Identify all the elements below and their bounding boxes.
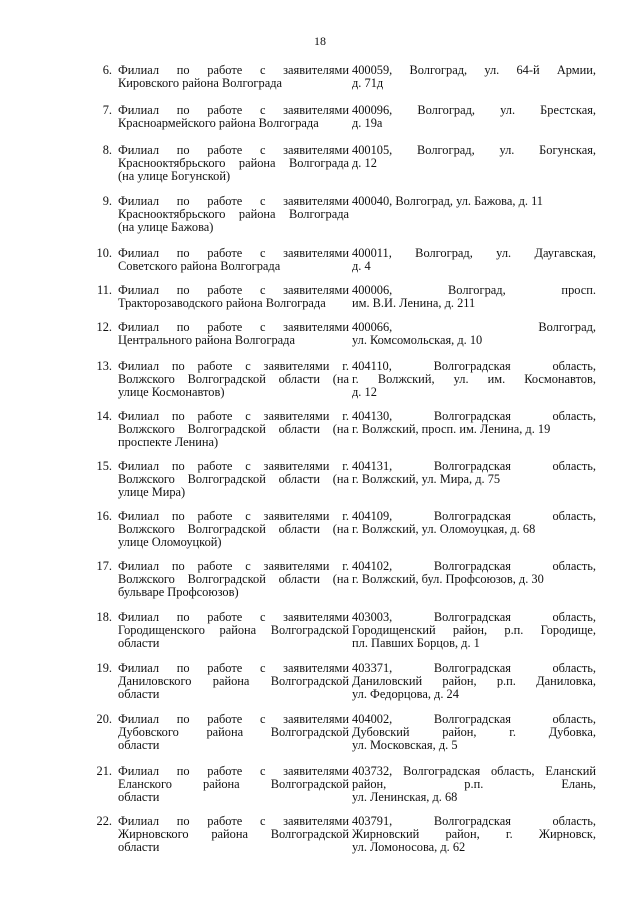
branch-address xyxy=(352,560,596,586)
item-number: 19. xyxy=(96,661,112,675)
branch-name xyxy=(118,662,352,701)
branch-address-line: ул. Московская, д. 5 xyxy=(352,738,458,752)
list-item xyxy=(84,360,596,399)
branch-name xyxy=(118,284,352,310)
branch-name-line: Филиал по работе с заявителями xyxy=(118,320,349,334)
branch-address-line: ул. Федорцова, д. 24 xyxy=(352,687,459,701)
branch-name-line: Еланского района Волгоградской xyxy=(118,777,349,791)
list-item xyxy=(84,611,596,650)
branch-name-line: Филиал по работе с заявителями г. xyxy=(118,359,349,373)
list-item xyxy=(84,560,596,599)
branch-address-line: пл. Павших Борцов, д. 1 xyxy=(352,636,480,650)
branch-address-line: д. 4 xyxy=(352,259,371,273)
branch-name-line: Филиал по работе с заявителями xyxy=(118,764,349,778)
branch-address-line: 404130, Волгоградская область, xyxy=(352,409,596,423)
list-item xyxy=(84,247,596,273)
list-item xyxy=(84,321,596,347)
branch-name xyxy=(118,360,352,399)
item-number: 12. xyxy=(96,320,112,334)
branch-address xyxy=(352,144,596,170)
page-number: 18 xyxy=(314,34,326,48)
branch-address-line: 400040, Волгоград, ул. Бажова, д. 11 xyxy=(352,194,543,208)
branch-address-line: д. 71д xyxy=(352,76,384,90)
branch-name-line: Жирновского района Волгоградской xyxy=(118,827,349,841)
branch-address-line: Даниловский район, р.п. Даниловка, xyxy=(352,674,596,688)
branch-address xyxy=(352,713,596,752)
branch-address-line: 404109, Волгоградская область, xyxy=(352,509,596,523)
branch-name-line: Краснооктябрьского района Волгограда xyxy=(118,207,349,221)
branch-name xyxy=(118,560,352,599)
branch-address-line: д. 12 xyxy=(352,385,377,399)
branch-name-line: Филиал по работе с заявителями xyxy=(118,712,349,726)
list-item xyxy=(84,460,596,499)
branch-address xyxy=(352,360,596,399)
branch-address-line: район, р.п. Елань, xyxy=(352,777,596,791)
branch-address-line: ул. Ленинская, д. 68 xyxy=(352,790,458,804)
branch-address-line: г. Волжский, ул. им. Космонавтов, xyxy=(352,372,596,386)
branch-address-line: 400059, Волгоград, ул. 64-й Армии, xyxy=(352,63,596,77)
item-number: 8. xyxy=(102,143,112,157)
branch-name xyxy=(118,765,352,804)
branch-address xyxy=(352,460,596,486)
branch-name-line: Филиал по работе с заявителями г. xyxy=(118,509,349,523)
branch-address xyxy=(352,611,596,650)
branch-address xyxy=(352,321,596,347)
branch-address-line: Жирновский район, г. Жирновск, xyxy=(352,827,596,841)
item-number: 9. xyxy=(102,194,112,208)
branch-name-line: Филиал по работе с заявителями xyxy=(118,103,349,117)
branch-address-line: 400011, Волгоград, ул. Даугавская, xyxy=(352,246,596,260)
branch-name-line: Городищенского района Волгоградской xyxy=(118,623,349,637)
branch-name-line: Кировского района Волгограда xyxy=(118,76,282,90)
branch-address-line: 404002, Волгоградская область, xyxy=(352,712,596,726)
branch-name xyxy=(118,321,352,347)
list-item xyxy=(84,662,596,701)
branch-list xyxy=(84,64,596,854)
branch-name xyxy=(118,815,352,854)
branch-name xyxy=(118,247,352,273)
branch-name xyxy=(118,460,352,499)
branch-address-line: 400066, Волгоград, xyxy=(352,320,596,334)
branch-address xyxy=(352,195,596,208)
branch-name-line: Тракторозаводского района Волгограда xyxy=(118,296,326,310)
branch-address-line: г. Волжский, просп. им. Ленина, д. 19 xyxy=(352,422,551,436)
item-number: 22. xyxy=(96,814,112,828)
list-item xyxy=(84,713,596,752)
item-number: 15. xyxy=(96,459,112,473)
branch-name xyxy=(118,713,352,752)
list-item xyxy=(84,410,596,449)
branch-address xyxy=(352,662,596,701)
branch-name-line: Филиал по работе с заявителями г. xyxy=(118,409,349,423)
branch-name-line: области xyxy=(118,687,160,701)
branch-name-line: области xyxy=(118,636,160,650)
branch-name-line: Краснооктябрьского района Волгограда xyxy=(118,156,349,170)
item-number: 20. xyxy=(96,712,112,726)
item-number: 11. xyxy=(96,283,112,297)
branch-name-line: Волжского Волгоградской области (на xyxy=(118,472,349,486)
branch-name-line: Филиал по работе с заявителями xyxy=(118,246,349,260)
branch-name-line: Дубовского района Волгоградской xyxy=(118,725,349,739)
branch-name xyxy=(118,104,352,130)
branch-address xyxy=(352,284,596,310)
list-item xyxy=(84,104,596,130)
branch-name-line: (на улице Бажова) xyxy=(118,220,214,234)
branch-address xyxy=(352,104,596,130)
branch-address-line: 403371, Волгоградская область, xyxy=(352,661,596,675)
branch-name-line: Центрального района Волгограда xyxy=(118,333,295,347)
branch-address-line: 400105, Волгоград, ул. Богунская, xyxy=(352,143,596,157)
branch-address-line: 403732, Волгоградская область, Еланский xyxy=(352,764,596,778)
branch-name-line: Филиал по работе с заявителями xyxy=(118,283,349,297)
branch-name xyxy=(118,510,352,549)
branch-name-line: бульваре Профсоюзов) xyxy=(118,585,239,599)
branch-address-line: 403791, Волгоградская область, xyxy=(352,814,596,828)
item-number: 17. xyxy=(96,559,112,573)
branch-name xyxy=(118,64,352,90)
branch-address-line: Городищенский район, р.п. Городище, xyxy=(352,623,596,637)
branch-address xyxy=(352,410,596,436)
branch-name-line: Филиал по работе с заявителями xyxy=(118,610,349,624)
branch-name-line: улице Мира) xyxy=(118,485,186,499)
branch-name-line: Волжского Волгоградской области (на xyxy=(118,372,349,386)
item-number: 18. xyxy=(96,610,112,624)
branch-address-line: 400096, Волгоград, ул. Брестская, xyxy=(352,103,596,117)
branch-address xyxy=(352,64,596,90)
branch-name-line: проспекте Ленина) xyxy=(118,435,219,449)
branch-address-line: 404110, Волгоградская область, xyxy=(352,359,596,373)
item-number: 16. xyxy=(96,509,112,523)
branch-name xyxy=(118,611,352,650)
branch-address-line: г. Волжский, бул. Профсоюзов, д. 30 xyxy=(352,572,544,586)
branch-name-line: Филиал по работе с заявителями xyxy=(118,661,349,675)
branch-name-line: Филиал по работе с заявителями xyxy=(118,143,349,157)
list-item xyxy=(84,815,596,854)
branch-name xyxy=(118,410,352,449)
branch-address-line: г. Волжский, ул. Мира, д. 75 xyxy=(352,472,501,486)
branch-name-line: Филиал по работе с заявителями xyxy=(118,194,349,208)
list-item xyxy=(84,765,596,804)
branch-name-line: Филиал по работе с заявителями г. xyxy=(118,459,349,473)
branch-address xyxy=(352,510,596,536)
branch-address xyxy=(352,815,596,854)
item-number: 13. xyxy=(96,359,112,373)
list-item xyxy=(84,144,596,183)
branch-name-line: области xyxy=(118,840,160,854)
branch-address-line: 404102, Волгоградская область, xyxy=(352,559,596,573)
branch-address-line: 403003, Волгоградская область, xyxy=(352,610,596,624)
list-item xyxy=(84,64,596,90)
branch-name-line: улице Космонавтов) xyxy=(118,385,225,399)
item-number: 14. xyxy=(96,409,112,423)
branch-name-line: области xyxy=(118,790,160,804)
branch-address xyxy=(352,765,596,804)
branch-name xyxy=(118,195,352,234)
branch-name-line: Красноармейского района Волгограда xyxy=(118,116,319,130)
branch-address-line: д. 12 xyxy=(352,156,377,170)
branch-address-line: ул. Ломоносова, д. 62 xyxy=(352,840,466,854)
list-item xyxy=(84,510,596,549)
branch-name-line: Филиал по работе с заявителями xyxy=(118,63,349,77)
branch-name-line: области xyxy=(118,738,160,752)
branch-name-line: Волжского Волгоградской области (на xyxy=(118,422,349,436)
branch-name-line: Волжского Волгоградской области (на xyxy=(118,522,349,536)
branch-address-line: им. В.И. Ленина, д. 211 xyxy=(352,296,476,310)
branch-address xyxy=(352,247,596,273)
branch-address-line: ул. Комсомольская, д. 10 xyxy=(352,333,483,347)
branch-name-line: Даниловского района Волгоградской xyxy=(118,674,349,688)
item-number: 7. xyxy=(102,103,112,117)
list-item xyxy=(84,195,596,234)
branch-name-line: Советского района Волгограда xyxy=(118,259,281,273)
branch-address-line: 400006, Волгоград, просп. xyxy=(352,283,596,297)
branch-name-line: Филиал по работе с заявителями г. xyxy=(118,559,349,573)
item-number: 6. xyxy=(102,63,112,77)
list-item xyxy=(84,284,596,310)
branch-address-line: 404131, Волгоградская область, xyxy=(352,459,596,473)
branch-address-line: г. Волжский, ул. Оломоуцкая, д. 68 xyxy=(352,522,536,536)
branch-name-line: Волжского Волгоградской области (на xyxy=(118,572,349,586)
item-number: 10. xyxy=(96,246,112,260)
branch-name xyxy=(118,144,352,183)
branch-name-line: Филиал по работе с заявителями xyxy=(118,814,349,828)
branch-address-line: Дубовский район, г. Дубовка, xyxy=(352,725,596,739)
branch-address-line: д. 19а xyxy=(352,116,383,130)
branch-name-line: улице Оломоуцкой) xyxy=(118,535,222,549)
branch-name-line: (на улице Богунской) xyxy=(118,169,231,183)
item-number: 21. xyxy=(96,764,112,778)
